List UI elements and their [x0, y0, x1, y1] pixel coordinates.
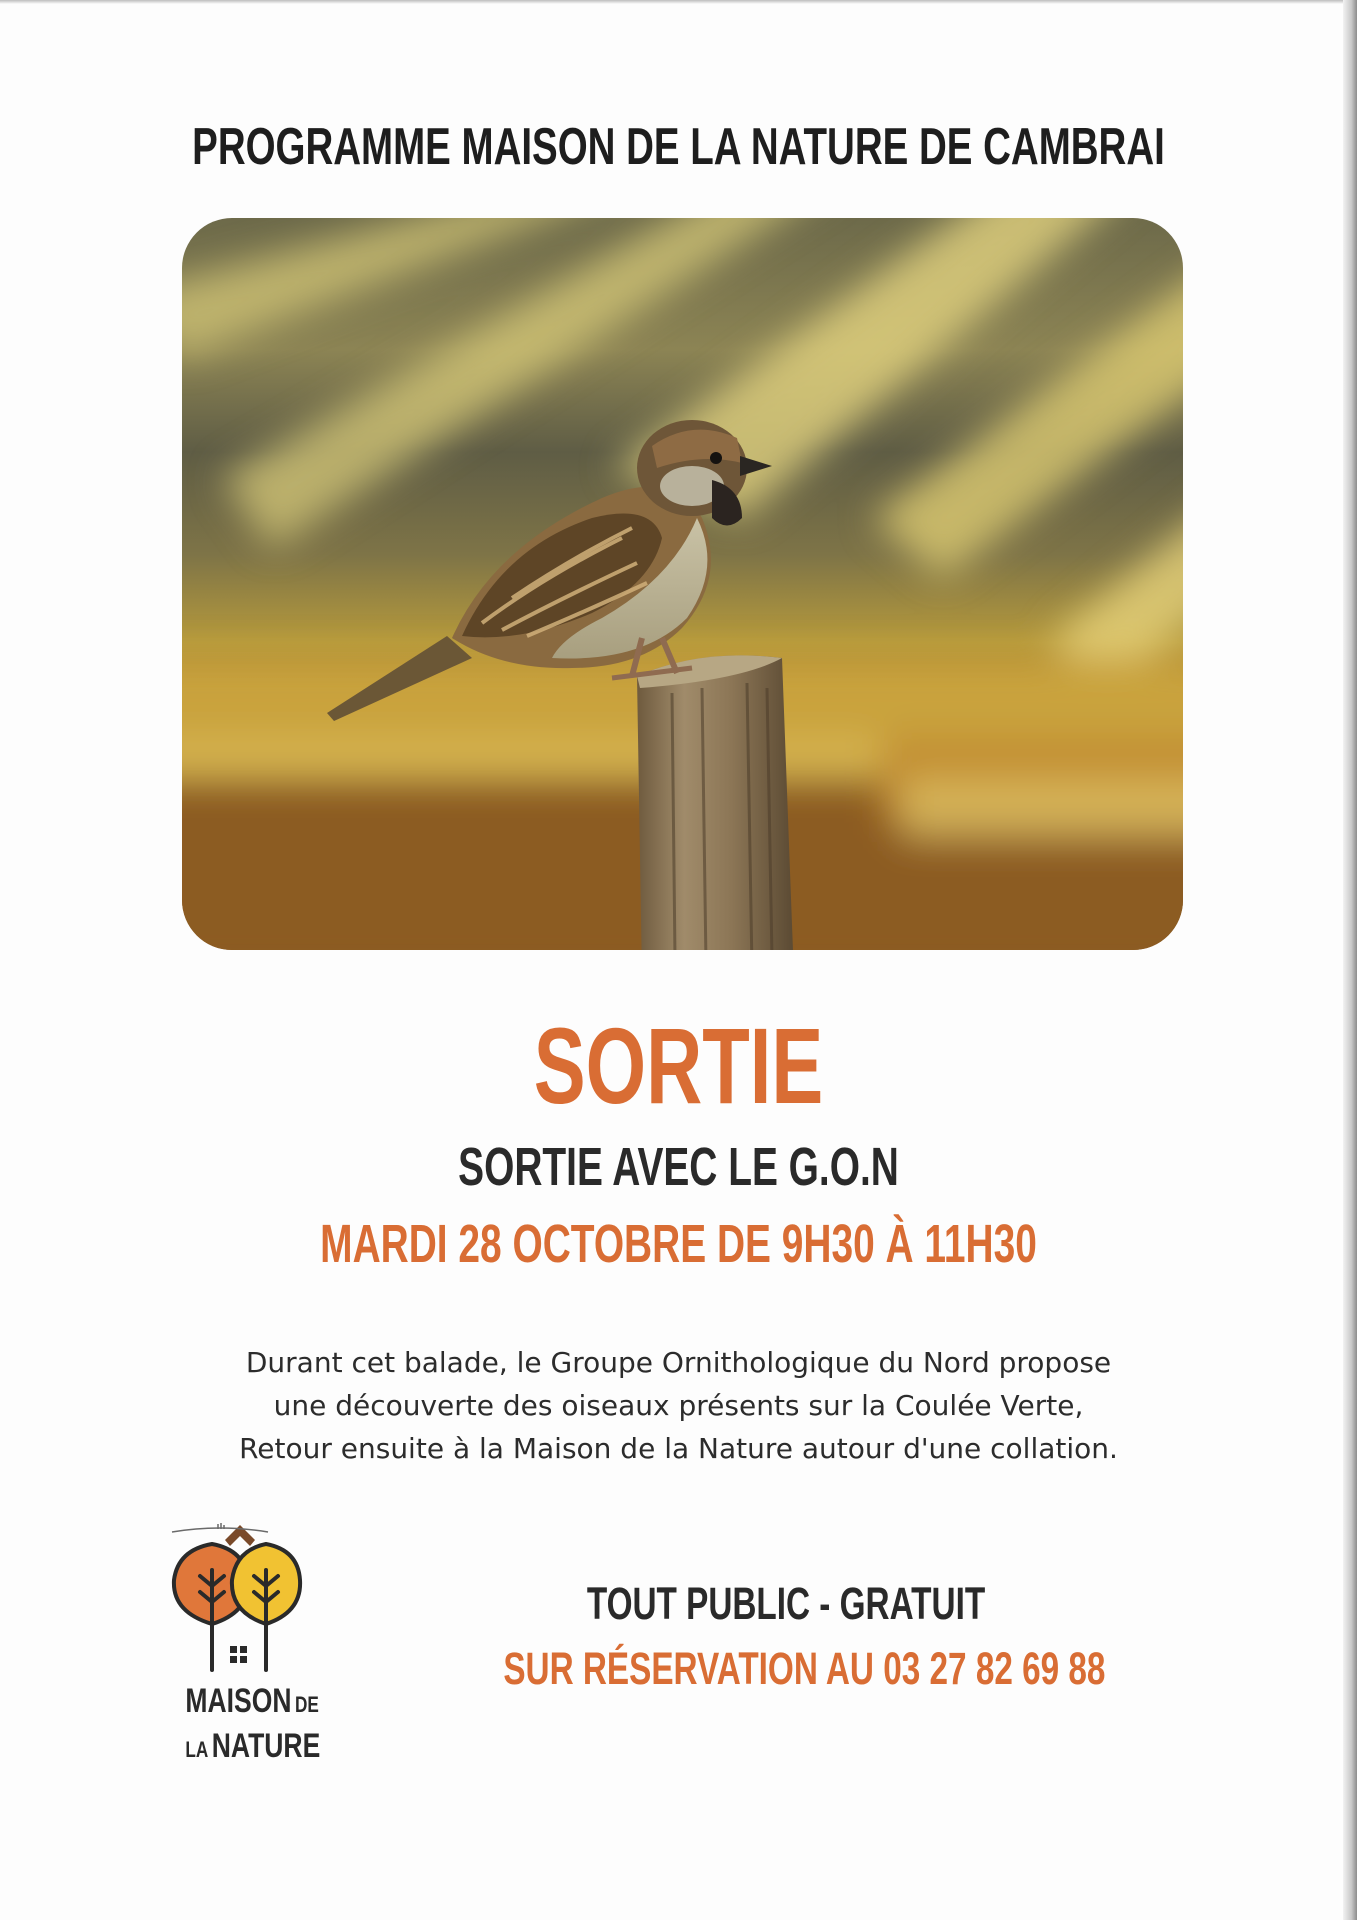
logo-word-de: DE: [294, 1692, 319, 1717]
logo-word-nature: NATURE: [211, 1727, 321, 1765]
sparrow-photo: [182, 218, 1183, 950]
description-line: Durant cet balade, le Groupe Ornithologique du Nord propose: [245, 1346, 1112, 1379]
reservation-phone: SUR RÉSERVATION AU 03 27 82 69 88: [503, 1643, 1106, 1694]
trees-house-logo-icon: [170, 1520, 310, 1680]
logo-wordmark: [170, 1682, 321, 1772]
audience-price: TOUT PUBLIC - GRATUIT: [586, 1578, 986, 1629]
scan-top-edge: [0, 0, 1357, 4]
logo-underline-icon: [170, 1520, 270, 1534]
event-title: SORTIE AVEC LE G.O.N: [458, 1137, 899, 1197]
maison-de-la-nature-logo: [170, 1520, 321, 1790]
program-title: PROGRAMME MAISON DE LA NATURE DE CAMBRAI: [192, 118, 1165, 176]
event-date-time: MARDI 28 OCTOBRE DE 9H30 À 11H30: [320, 1214, 1037, 1274]
description-line: Retour ensuite à la Maison de la Nature autour d'une collation.: [239, 1432, 1118, 1465]
event-description: [120, 1341, 1237, 1470]
sparrow-illustration: [182, 218, 1183, 950]
description-line: une découverte des oiseaux présents sur la Coulée Verte,: [273, 1389, 1084, 1422]
scan-right-edge: [1343, 0, 1357, 1920]
event-type-heading: SORTIE: [533, 1005, 824, 1126]
logo-word-la: LA: [185, 1737, 209, 1762]
logo-word-maison: MAISON: [185, 1682, 292, 1720]
